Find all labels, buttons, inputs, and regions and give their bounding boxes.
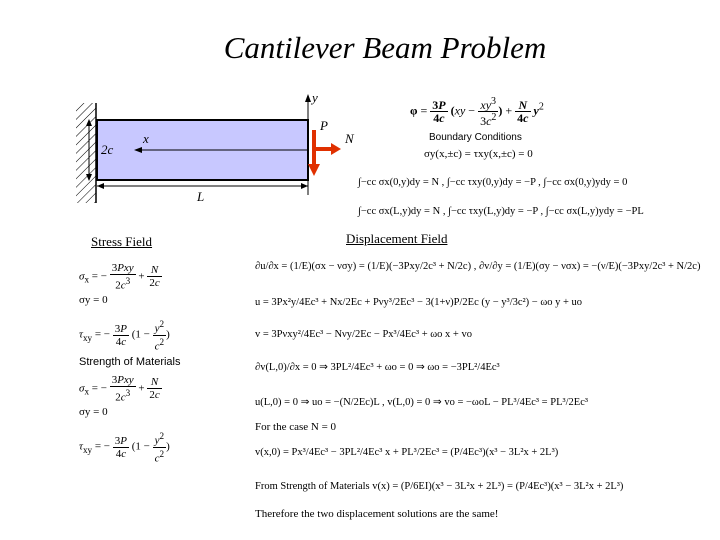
u-displacement-eq: u = 3Px²y/4Ec³ + Nx/2Ec + Pνy³/2Ec³ − 3(1+ν)P/2Ec (y − y³/3c²) − ωo y + uo	[255, 297, 583, 308]
stress-function: φ = $\frac{3P}{4c}$ (xy − $\frac{xy^3}{3c^2}$ ) + $\frac{N}{4c}$ $y^2$	[410, 96, 544, 128]
y-axis-label: y	[312, 90, 318, 105]
load-n-arrowhead	[331, 143, 341, 155]
boundary-condition-2: ∫−cc σx(0,y)dy = N , ∫−cc τxy(0,y)dy = −P , ∫−cc σx(0,y)ydy = 0	[358, 177, 628, 188]
displacement-field-heading: Displacement Field	[346, 231, 448, 246]
som-v-eq: From Strength of Materials v(x) = (P/6EI)(x³ − 3L²x + 2L³) = (P/4Ec³)(x³ − 3L²x + 2L³)	[255, 481, 624, 492]
som-sigma-x-eq: $\sigma_x$ = − 3Pxy $2c^3$ + $\frac{N}{2c}$	[79, 374, 160, 404]
stress-field-heading: Stress Field	[91, 234, 153, 249]
conclusion: Therefore the two displacement solutions are the same!	[255, 508, 499, 520]
load-p-label: P	[320, 118, 328, 133]
sigma-x-eq: $\sigma_x$ = − 3Pxy $2c^3$ + $\frac{N}{2c}$	[79, 262, 160, 292]
displacement-condition: u(L,0) = 0 ⇒ uo = −(N/2Ec)L , v(L,0) = 0 ⇒ vo = −ωoL − PL³/4Ec³ = PL³/2Ec³	[255, 397, 589, 408]
v-final-eq: v(x,0) = Px³/4Ec³ − 3PL²/4Ec³ x + PL³/2Ec³ = (P/4Ec³)(x³ − 3L²x + 2L³)	[255, 447, 559, 458]
beam-diagram	[0, 0, 720, 260]
som-sigma-y-eq: σy = 0	[79, 406, 108, 418]
load-n-label: N	[345, 131, 354, 146]
v-displacement-eq: v = 3Pνxy²/4Ec³ − Nνy/2Ec − Px³/4Ec³ + ωo x + vo	[255, 329, 472, 340]
y-axis-arrow	[305, 94, 311, 102]
strain-equations: ∂u/∂x = (1/E)(σx − νσy) = (1/E)(−3Pxy/2c³ + N/2c) , ∂v/∂y = (1/E)(σy − νσx) = −(ν/E)(−3Pxy/2c³ + N/2c)	[255, 261, 701, 272]
length-label: L	[197, 189, 205, 204]
sigma-y-eq: σy = 0	[79, 294, 108, 306]
page-title: Cantilever Beam Problem	[223, 30, 547, 65]
load-p-arrowhead	[308, 164, 320, 176]
tau-xy-eq: $\tau_{xy}$ = − $\frac{3P}{4c}$ (1 − $\frac{y^2}{c^2}$ )	[79, 319, 170, 353]
thickness-label: 2c	[101, 142, 114, 157]
boundary-heading: Boundary Conditions	[429, 132, 522, 143]
rotation-condition: ∂v(L,0)/∂x = 0 ⇒ 3PL²/4Ec³ + ωo = 0 ⇒ ωo = −3PL²/4Ec³	[255, 362, 500, 373]
som-heading: Strength of Materials	[79, 356, 181, 368]
som-tau-xy-eq: $\tau_{xy}$ = − $\frac{3P}{4c}$ (1 − $\frac{y^2}{c^2}$ )	[79, 431, 170, 465]
case-label: For the case N = 0	[255, 421, 337, 433]
fixed-support	[76, 103, 96, 203]
boundary-condition-1: σy(x,±c) = τxy(x,±c) = 0	[424, 148, 533, 160]
boundary-condition-3: ∫−cc σx(L,y)dy = N , ∫−cc τxy(L,y)dy = −P , ∫−cc σx(L,y)ydy = −PL	[358, 206, 644, 217]
x-axis-label: x	[143, 131, 149, 146]
